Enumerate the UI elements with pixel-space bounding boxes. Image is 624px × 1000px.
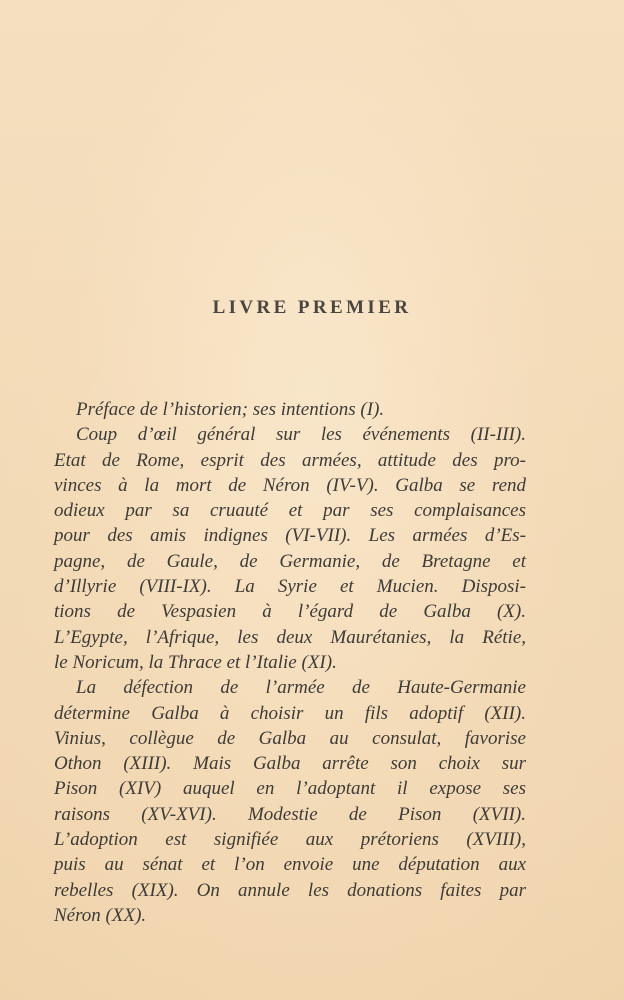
summary-line: L’Egypte, l’Afrique, les deux Maurétanies, la Rétie, bbox=[54, 626, 526, 648]
summary-line: rebelles (XIX). On annule les donations faites par bbox=[54, 879, 526, 901]
summary-line: Etat de Rome, esprit des armées, attitude des pro- bbox=[54, 449, 526, 471]
summary-line: Néron (XX). bbox=[54, 904, 147, 926]
summary-line: La défection de l’armée de Haute-Germanie bbox=[76, 677, 526, 699]
chapter-title: LIVRE PREMIER bbox=[212, 297, 412, 318]
summary-line: le Noricum, la Thrace et l’Italie (XI). bbox=[54, 651, 337, 673]
summary-line: d’Illyrie (VIII-IX). La Syrie et Mucien. Disposi- bbox=[54, 576, 526, 598]
summary-line: Pison (XIV) auquel en l’adoptant il expose ses bbox=[54, 778, 526, 800]
summary-line: odieux par sa cruauté et par ses complaisances bbox=[54, 500, 526, 522]
summary-line: pour des amis indignes (VI-VII). Les armées d’Es- bbox=[54, 525, 526, 547]
summary-line: vinces à la mort de Néron (IV-V). Galba se rend bbox=[54, 474, 526, 496]
summary-line: tions de Vespasien à l’égard de Galba (X). bbox=[54, 601, 526, 623]
chapter-summary bbox=[54, 397, 526, 928]
summary-line: L’adoption est signifiée aux prétoriens (XVIII), bbox=[54, 829, 526, 851]
summary-line: puis au sénat et l’on envoie une députation aux bbox=[54, 854, 526, 876]
summary-line: Vinius, collègue de Galba au consulat, favorise bbox=[54, 727, 526, 749]
summary-line: Othon (XIII). Mais Galba arrête son choix sur bbox=[54, 753, 526, 775]
summary-line: Préface de l’historien; ses intentions (I). bbox=[76, 399, 385, 420]
summary-line: raisons (XV-XVI). Modestie de Pison (XVII). bbox=[54, 803, 526, 825]
summary-line: Coup d’œil général sur les événements (II-III). bbox=[76, 424, 526, 446]
summary-line: détermine Galba à choisir un fils adoptif (XII). bbox=[54, 702, 526, 724]
summary-line: pagne, de Gaule, de Germanie, de Bretagne et bbox=[54, 550, 526, 572]
